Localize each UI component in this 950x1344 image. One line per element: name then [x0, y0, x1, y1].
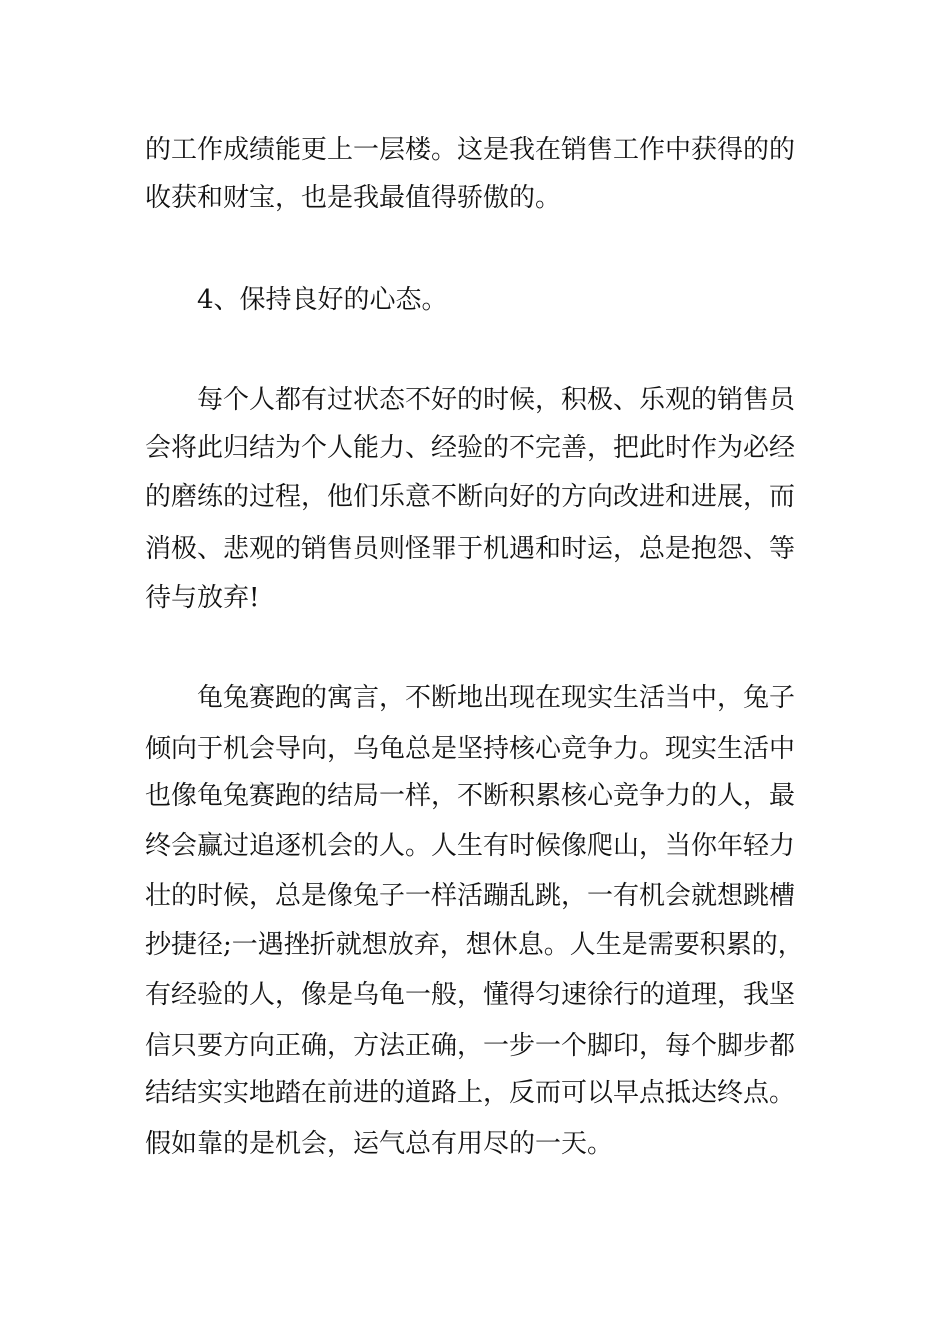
paragraph-4-line-2: 倾向于机会导向，乌龟总是坚持核心竞争力。现实生活中: [145, 734, 796, 764]
paragraph-3-line-5: 待与放弃!: [145, 583, 260, 613]
section-heading: 4、保持良好的心态。: [197, 285, 448, 315]
paragraph-4-line-10: 假如靠的是机会，运气总有用尽的一天。: [145, 1129, 614, 1159]
paragraph-3-line-1: 每个人都有过状态不好的时候，积极、乐观的销售员: [197, 385, 796, 415]
paragraph-4-line-9: 结结实实地踏在前进的道路上，反而可以早点抵达终点。: [145, 1078, 796, 1108]
paragraph-3-line-3: 的磨练的过程，他们乐意不断向好的方向改进和进展，而: [145, 482, 796, 512]
paragraph-4-line-6: 抄捷径;一遇挫折就想放弃，想休息。人生是需要积累的，: [145, 930, 804, 960]
paragraph-4-line-5: 壮的时候，总是像兔子一样活蹦乱跳，一有机会就想跳槽: [145, 881, 796, 911]
paragraph-4-line-3: 也像龟兔赛跑的结局一样，不断积累核心竞争力的人，最: [145, 781, 796, 811]
paragraph-4-line-7: 有经验的人，像是乌龟一般，懂得匀速徐行的道理，我坚: [145, 980, 796, 1010]
paragraph-1-line-1: 的工作成绩能更上一层楼。这是我在销售工作中获得的的: [145, 135, 796, 165]
paragraph-4-line-4: 终会赢过追逐机会的人。人生有时候像爬山，当你年轻力: [145, 831, 796, 861]
paragraph-1-line-2: 收获和财宝，也是我最值得骄傲的。: [145, 183, 562, 213]
paragraph-3-line-2: 会将此归结为个人能力、经验的不完善，把此时作为必经: [145, 433, 796, 463]
paragraph-4-line-8: 信只要方向正确，方法正确，一步一个脚印，每个脚步都: [145, 1031, 796, 1061]
paragraph-3-line-4: 消极、悲观的销售员则怪罪于机遇和时运，总是抱怨、等: [145, 534, 796, 564]
paragraph-4-line-1: 龟兔赛跑的寓言，不断地出现在现实生活当中，兔子: [197, 683, 796, 713]
